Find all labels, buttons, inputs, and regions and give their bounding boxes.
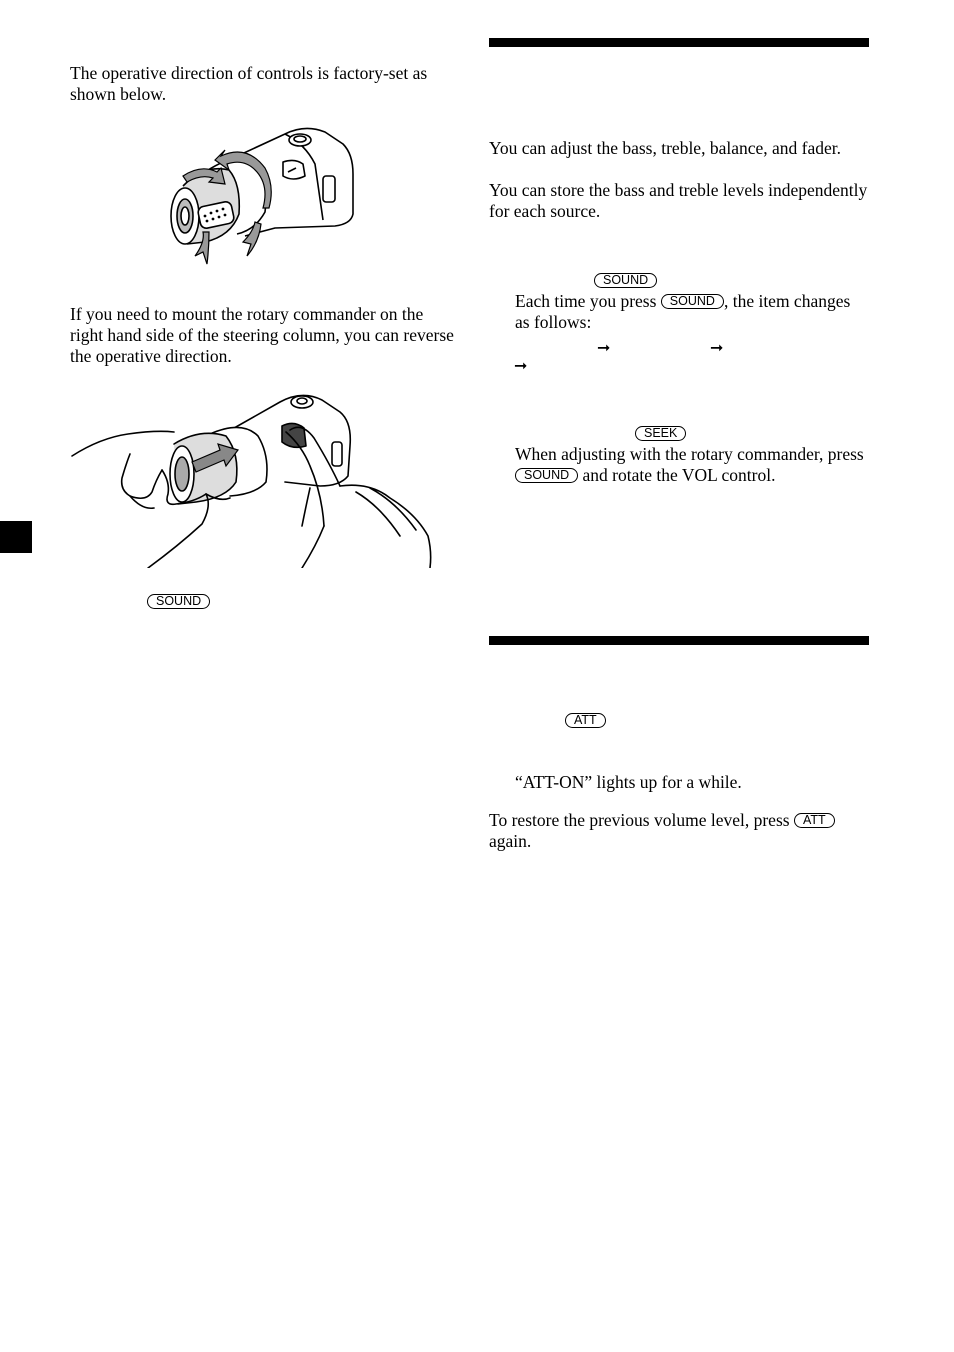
seek-key-step: SEEK — [635, 426, 686, 441]
reverse-direction-illustration — [70, 386, 435, 568]
restore-text — [489, 810, 869, 852]
sound-key-label: SOUND — [147, 594, 210, 609]
arrow-icon: ➞ — [514, 356, 528, 375]
tone-intro-2: You can store the bass and treble levels independently for each source. — [489, 180, 868, 221]
rotary-adjust-text — [515, 444, 865, 486]
each-time-text — [515, 291, 865, 333]
att-on-text: “ATT-ON” lights up for a while. — [515, 772, 742, 792]
each-time-post: , the item changes as follows: — [515, 291, 851, 332]
section-rule-tone — [489, 38, 869, 47]
sound-key-inline: SOUND — [515, 468, 578, 483]
section-rule-attenuate — [489, 636, 869, 645]
each-time-pre: Each time you press — [515, 291, 657, 311]
att-key-inline: ATT — [794, 813, 835, 828]
restore-pre: To restore the previous volume level, press — [489, 810, 790, 830]
sound-key-step: SOUND — [594, 273, 657, 288]
reverse-text: If you need to mount the rotary commander on the right hand side of the steering column, you can reverse the operative direction. — [70, 304, 454, 366]
tone-intro-1: You can adjust the bass, treble, balance, and fader. — [489, 138, 841, 158]
arrow-icon: ➞ — [710, 338, 724, 357]
rotary-pre: When adjusting with the rotary commander, press — [515, 444, 864, 464]
restore-post: again. — [489, 831, 532, 851]
rotary-post: and rotate the VOL control. — [582, 465, 776, 485]
sound-key-inline: SOUND — [661, 294, 724, 309]
intro-text: The operative direction of controls is factory-set as shown below. — [70, 63, 428, 104]
att-key-step: ATT — [565, 713, 606, 728]
arrow-icon: ➞ — [597, 338, 611, 357]
page-tab-marker — [0, 521, 32, 553]
rotary-commander-illustration — [165, 124, 360, 269]
